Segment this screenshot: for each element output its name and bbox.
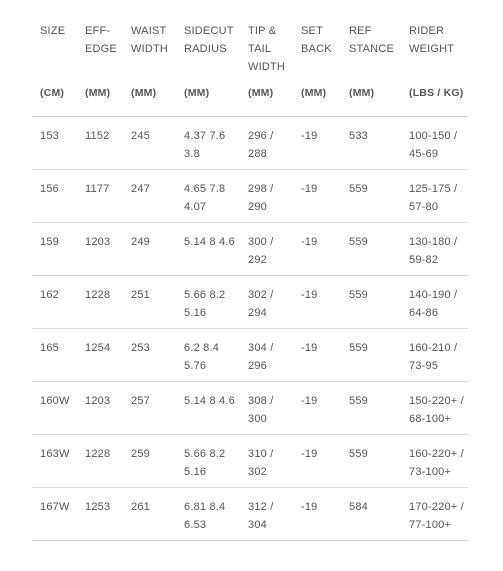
cell-eff-edge: 1228 <box>77 276 123 329</box>
table-row <box>32 276 468 329</box>
cell-tip-tail-width: 296 / 288 <box>240 117 293 170</box>
cell-ref-stance: 559 <box>341 435 401 488</box>
cell-waist-width: 259 <box>123 435 176 488</box>
unit-eff-edge: (MM) <box>77 78 123 117</box>
cell-eff-edge: 1254 <box>77 329 123 382</box>
cell-ref-stance: 584 <box>341 488 401 541</box>
header-ref-stance: REF STANCE <box>349 25 395 55</box>
cell-eff-edge: 1152 <box>77 117 123 170</box>
unit-sidecut-radius: (MM) <box>176 78 240 117</box>
cell-waist-width: 249 <box>123 223 176 276</box>
cell-eff-edge: 1203 <box>77 223 123 276</box>
cell-waist-width: 261 <box>123 488 176 541</box>
cell-set-back: -19 <box>293 435 341 488</box>
header-set-back: SET BACK <box>301 25 332 55</box>
cell-size: 153 <box>32 117 77 170</box>
header-title-row <box>32 12 468 78</box>
cell-size: 160W <box>32 382 77 435</box>
unit-set-back: (MM) <box>293 78 341 117</box>
cell-waist-width: 257 <box>123 382 176 435</box>
cell-waist-width: 251 <box>123 276 176 329</box>
cell-size: 162 <box>32 276 77 329</box>
table-row <box>32 488 468 541</box>
cell-waist-width: 247 <box>123 170 176 223</box>
table-row <box>32 170 468 223</box>
cell-tip-tail-width: 302 / 294 <box>240 276 293 329</box>
cell-sidecut-radius: 5.14 8 4.6 <box>176 382 240 435</box>
cell-set-back: -19 <box>293 170 341 223</box>
unit-waist-width: (MM) <box>123 78 176 117</box>
cell-size: 159 <box>32 223 77 276</box>
header-size: SIZE <box>40 25 66 37</box>
cell-tip-tail-width: 298 / 290 <box>240 170 293 223</box>
unit-ref-stance: (MM) <box>341 78 401 117</box>
table-row <box>32 223 468 276</box>
cell-size: 167W <box>32 488 77 541</box>
cell-waist-width: 253 <box>123 329 176 382</box>
table-row <box>32 382 468 435</box>
cell-sidecut-radius: 6.2 8.4 5.76 <box>176 329 240 382</box>
header-waist-width: WAIST WIDTH <box>131 25 169 55</box>
cell-tip-tail-width: 310 / 302 <box>240 435 293 488</box>
cell-sidecut-radius: 5.14 8 4.6 <box>176 223 240 276</box>
cell-ref-stance: 559 <box>341 276 401 329</box>
cell-rider-weight: 160-210 / 73-95 <box>401 329 468 382</box>
table-row <box>32 435 468 488</box>
cell-sidecut-radius: 4.37 7.6 3.8 <box>176 117 240 170</box>
cell-size: 156 <box>32 170 77 223</box>
cell-rider-weight: 170-220+ / 77-100+ <box>401 488 468 541</box>
cell-rider-weight: 140-190 / 64-86 <box>401 276 468 329</box>
cell-tip-tail-width: 304 / 296 <box>240 329 293 382</box>
cell-set-back: -19 <box>293 223 341 276</box>
cell-rider-weight: 160-220+ / 73-100+ <box>401 435 468 488</box>
header-eff-edge: EFF-EDGE <box>85 25 117 55</box>
cell-set-back: -19 <box>293 276 341 329</box>
cell-sidecut-radius: 6.81 8.4 6.53 <box>176 488 240 541</box>
unit-tip-tail-width: (MM) <box>240 78 293 117</box>
cell-ref-stance: 559 <box>341 223 401 276</box>
cell-sidecut-radius: 5.66 8.2 5.16 <box>176 276 240 329</box>
unit-size: (CM) <box>32 78 77 117</box>
cell-set-back: -19 <box>293 329 341 382</box>
cell-set-back: -19 <box>293 117 341 170</box>
table-body <box>32 117 468 541</box>
cell-tip-tail-width: 300 / 292 <box>240 223 293 276</box>
cell-size: 163W <box>32 435 77 488</box>
unit-rider-weight: (LBS / KG) <box>401 78 468 117</box>
cell-sidecut-radius: 4.65 7.8 4.07 <box>176 170 240 223</box>
cell-rider-weight: 125-175 / 57-80 <box>401 170 468 223</box>
cell-tip-tail-width: 308 / 300 <box>240 382 293 435</box>
cell-eff-edge: 1228 <box>77 435 123 488</box>
cell-sidecut-radius: 5.66 8.2 5.16 <box>176 435 240 488</box>
cell-eff-edge: 1177 <box>77 170 123 223</box>
header-sidecut-radius: SIDECUT RADIUS <box>184 25 234 55</box>
cell-set-back: -19 <box>293 488 341 541</box>
specifications-table <box>32 12 468 541</box>
cell-ref-stance: 559 <box>341 382 401 435</box>
table-row <box>32 117 468 170</box>
cell-waist-width: 245 <box>123 117 176 170</box>
cell-set-back: -19 <box>293 382 341 435</box>
header-rider-weight: RIDER WEIGHT <box>409 25 455 55</box>
cell-ref-stance: 559 <box>341 329 401 382</box>
cell-size: 165 <box>32 329 77 382</box>
cell-tip-tail-width: 312 / 304 <box>240 488 293 541</box>
cell-eff-edge: 1203 <box>77 382 123 435</box>
cell-rider-weight: 150-220+ / 68-100+ <box>401 382 468 435</box>
cell-ref-stance: 559 <box>341 170 401 223</box>
cell-eff-edge: 1253 <box>77 488 123 541</box>
cell-rider-weight: 130-180 / 59-82 <box>401 223 468 276</box>
cell-ref-stance: 533 <box>341 117 401 170</box>
table-header <box>32 12 468 117</box>
table-row <box>32 329 468 382</box>
header-unit-row <box>32 78 468 117</box>
cell-rider-weight: 100-150 / 45-69 <box>401 117 468 170</box>
header-tip-tail-width: TIP & TAIL WIDTH <box>248 25 286 73</box>
